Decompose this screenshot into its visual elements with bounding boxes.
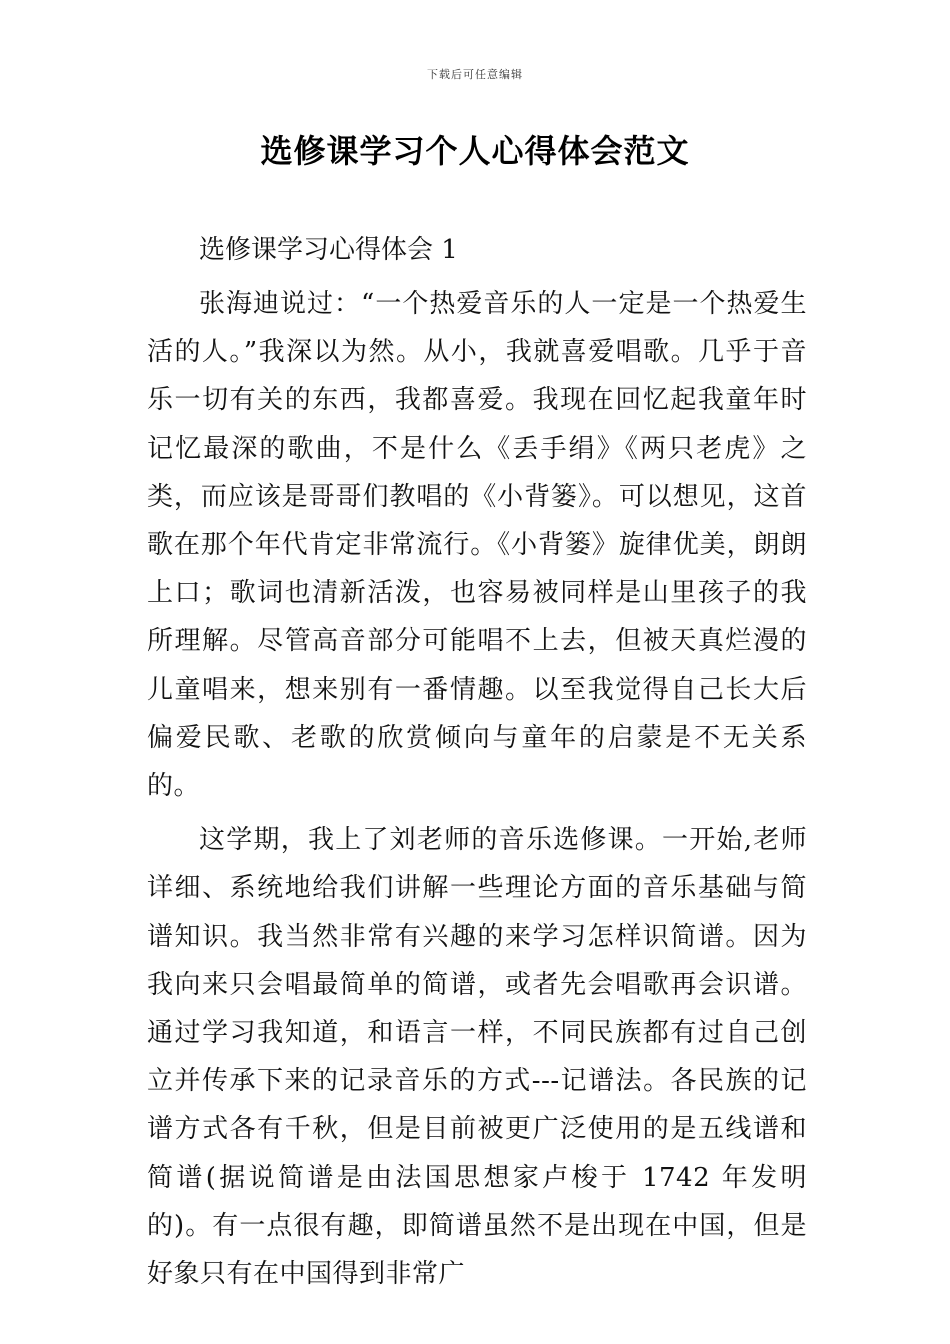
document-body: [147, 226, 807, 1298]
section-heading: 选修课学习心得体会 1: [199, 235, 458, 265]
body-paragraph-2: 这学期，我上了刘老师的音乐选修课。一开始,老师详细、系统地给我们讲解一些理论方面的音乐基础与简谱知识。我当然非常有兴趣的来学习怎样识简谱。因为我向来只会唱最简单的简谱，或者先会唱歌再会识谱。通过学习我知道，和语言一样，不同民族都有过自己创立并传承下来的记录音乐的方式---记谱法。各民族的记谱方式各有千秋，但是目前被更广泛使用的是五线谱和简谱(据说简谱是由法国思想家卢梭于 1742 年发明的)。有一点很有趣，即简谱虽然不是出现在中国，但是好象只有在中国得到非常广: [147, 825, 807, 1290]
body-paragraph-1: 张海迪说过：“一个热爱音乐的人一定是一个热爱生活的人。”我深以为然。从小，我就喜爱唱歌。几乎于音乐一切有关的东西，我都喜爱。我现在回忆起我童年时记忆最深的歌曲，不是什么《丢手绢》《两只老虎》之类，而应该是哥哥们教唱的《小背篓》。可以想见，这首歌在那个年代肯定非常流行。《小背篓》旋律优美，朗朗上口；歌词也清新活泼，也容易被同样是山里孩子的我所理解。尽管高音部分可能唱不上去，但被天真烂漫的儿童唱来，想来别有一番情趣。以至我觉得自己长大后偏爱民歌、老歌的欣赏倾向与童年的启蒙是不无关系的。: [147, 289, 807, 802]
document-title: 选修课学习个人心得体会范文: [260, 132, 690, 170]
page-header-note: 下载后可任意编辑: [427, 68, 523, 81]
